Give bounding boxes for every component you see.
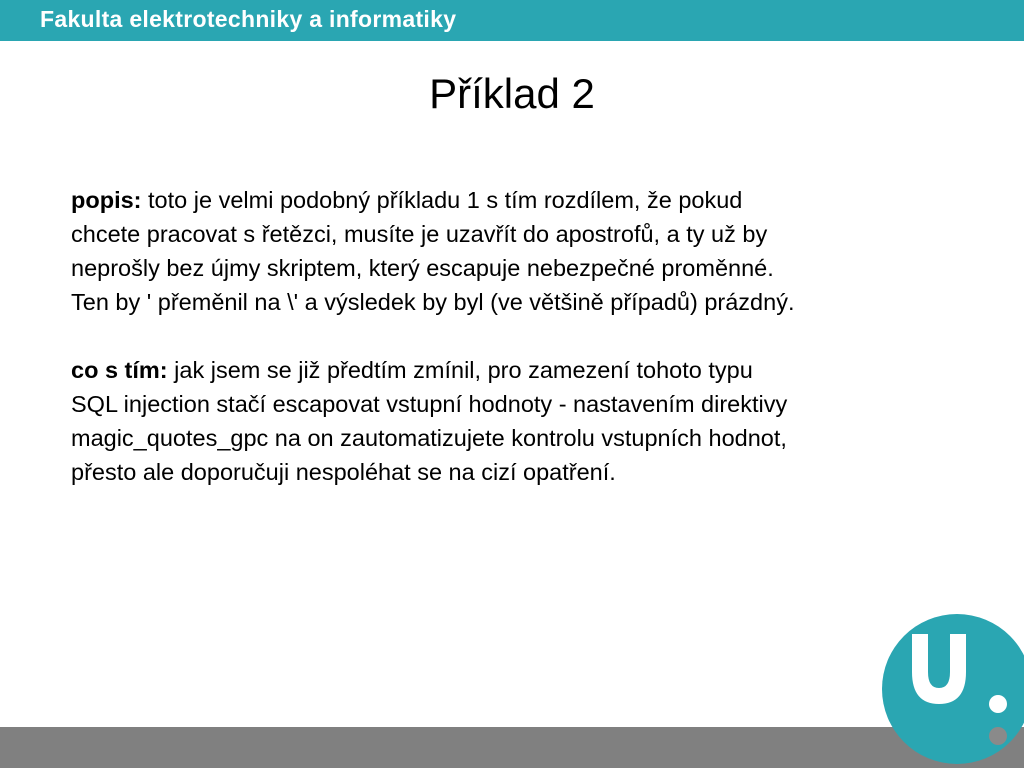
paragraph-popis <box>71 183 971 319</box>
slide-title: Příklad 2 <box>429 70 595 117</box>
paragraph-co-s-tim <box>71 353 971 489</box>
paragraph-text: jak jsem se již předtím zmínil, pro zamezení tohoto typu SQL injection stačí escapovat vstupní hodnoty - nastavením direktivy magic_quotes_gpc na on zautomatizujete kontrolu vstupních hodnot, přesto ale doporučuji nespoléhat se na cizí opatření. <box>71 357 788 485</box>
header-bar <box>0 0 1024 41</box>
paragraph-label: co s tím: <box>71 357 168 383</box>
faculty-name: Fakulta elektrotechniky a informatiky <box>40 6 457 32</box>
university-logo-icon <box>882 614 1024 764</box>
slide-content <box>71 183 971 523</box>
paragraph-text: toto je velmi podobný příkladu 1 s tím rozdílem, že pokud chcete pracovat s řetězci, musíte je uzavřít do apostrofů, a ty už by neprošly bez újmy skriptem, který escapuje nebezpečné proměnné. Ten by ' přeměnil na \' a výsledek by byl (ve většině případů) prázdný. <box>71 187 795 315</box>
footer-bar <box>0 727 1024 768</box>
paragraph-label: popis: <box>71 187 142 213</box>
